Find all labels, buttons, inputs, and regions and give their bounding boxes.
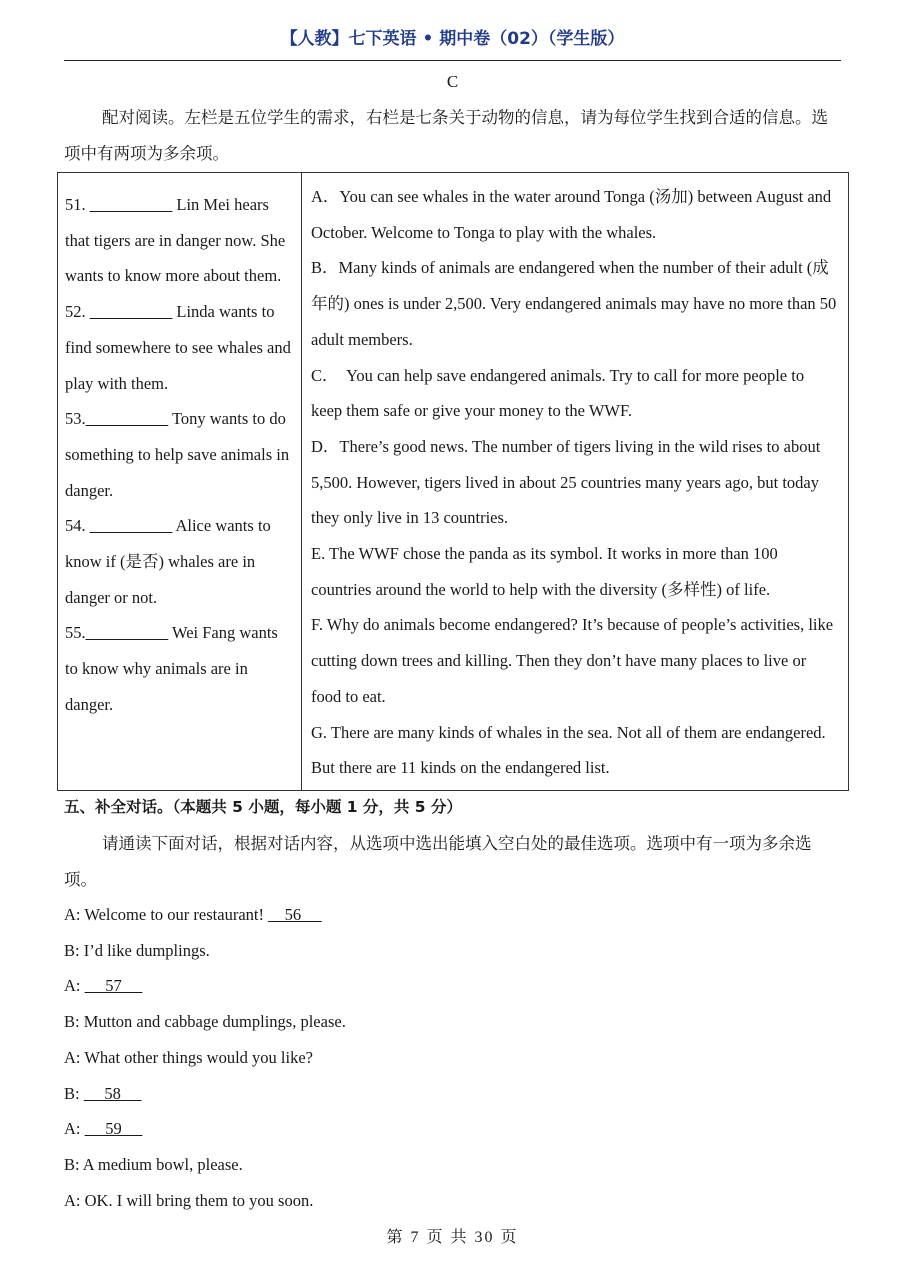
answer-blank[interactable]: __________ <box>85 623 169 643</box>
section-label: C <box>446 72 459 91</box>
student-needs-column <box>58 173 302 791</box>
answer-blank[interactable]: __________ <box>89 195 173 214</box>
info-option-c: C． You can help save endangered animals. Try to call for more people to keep them safe or give your money to the WWF. <box>311 365 809 421</box>
animal-info-column <box>302 173 849 791</box>
page-number: 第 7 页 共 30 页 <box>386 1229 519 1246</box>
dialogue-line: A: 57 <box>64 976 143 996</box>
answer-blank[interactable]: __________ <box>85 409 169 429</box>
student-item: 55.__________ Wei Fang wants to know why animals are in danger. <box>65 623 278 714</box>
info-option-f: F. Why do animals become endangered? It’s because of people’s activities, like cutting down trees and killing. Then they don’t have many places to live or food to eat. <box>311 615 834 706</box>
section-5-title: 五、补全对话。（本题共 5 小题，每小题 1 分，共 5 分） <box>64 798 462 816</box>
dialogue-line: A: What other things would you like? <box>64 1047 313 1067</box>
answer-blank[interactable]: __________ <box>89 302 173 322</box>
answer-blank[interactable]: 59 <box>84 1119 143 1139</box>
dialogue-line: B: 58 <box>64 1083 142 1103</box>
answer-blank[interactable]: 56 <box>268 905 322 924</box>
dialogue <box>64 897 841 1218</box>
dialogue-line: A: Welcome to our restaurant! 56 <box>64 905 322 924</box>
student-item: 53.__________ Tony wants to do something to help save animals in danger. <box>65 409 290 500</box>
dialogue-line: A: 59 <box>64 1119 143 1139</box>
dialogue-line: B: A medium bowl, please. <box>64 1154 243 1174</box>
info-option-b: B．Many kinds of animals are endangered when the number of their adult (成年的) ones is under 2,500. Very endangered animals may have no more than 50 adult members. <box>311 258 837 349</box>
matching-table <box>57 172 849 791</box>
dialogue-line: B: Mutton and cabbage dumplings, please. <box>64 1012 346 1032</box>
answer-blank[interactable]: 58 <box>83 1083 142 1103</box>
student-item: 54. __________ Alice wants to know if (是否) whales are in danger or not. <box>65 516 271 607</box>
page-header: 【人教】七下英语 • 期中卷（02）（学生版） <box>280 29 625 49</box>
info-option-e: E. The WWF chose the panda as its symbol. It works in more than 100 countries around the world to help with the diversity (多样性) of life. <box>311 544 778 599</box>
info-option-a: A．You can see whales in the water around Tonga (汤加) between August and October. Welcome to Tonga to play with the whales. <box>311 187 832 242</box>
student-item: 52. __________ Linda wants to find somewhere to see whales and play with them. <box>65 302 291 393</box>
info-option-d: D．There’s good news. The number of tigers living in the wild rises to about 5,500. However, tigers lived in about 25 countries many years ago, but today they only live in 13 countries. <box>311 436 821 528</box>
answer-blank[interactable]: __________ <box>89 516 173 536</box>
header-divider <box>64 60 841 61</box>
info-option-g: G. There are many kinds of whales in the sea. Not all of them are endangered. But there are 11 kinds on the endangered list. <box>311 722 826 778</box>
matching-instructions: 配对阅读。左栏是五位学生的需求，右栏是七条关于动物的信息，请为每位学生找到合适的信息。选项中有两项为多余项。 <box>64 108 828 163</box>
student-item: 51. __________ Lin Mei hears that tigers are in danger now. She wants to know more about them. <box>65 195 286 286</box>
section-5-instructions: 请通读下面对话，根据对话内容，从选项中选出能填入空白处的最佳选项。选项中有一项为多余选项。 <box>64 834 812 889</box>
answer-blank[interactable]: 57 <box>84 976 143 996</box>
dialogue-line: B: I’d like dumplings. <box>64 940 210 960</box>
dialogue-line: A: OK. I will bring them to you soon. <box>64 1190 314 1210</box>
